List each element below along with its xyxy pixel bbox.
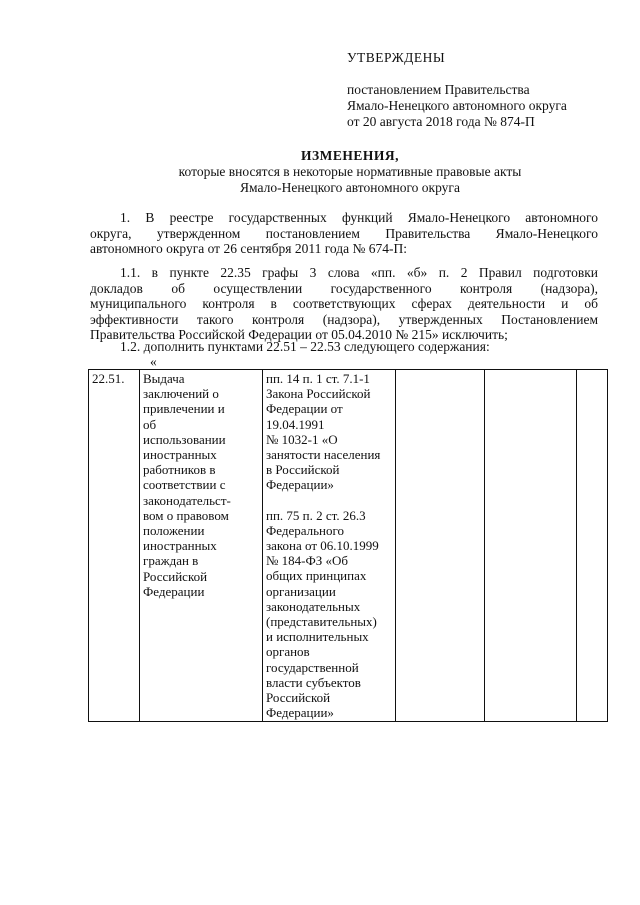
paragraph-1-2 xyxy=(90,339,598,355)
function-line: заключений о xyxy=(143,386,219,402)
function-line: соответствии с xyxy=(143,477,226,493)
cell-number: 22.51. xyxy=(89,370,140,722)
basis-line: закона от 06.10.1999 xyxy=(266,538,379,554)
paragraph-1-line-2: округа, утвержденном постановлением Правительства Ямало-Ненецкого xyxy=(90,225,598,241)
basis-line: в Российской xyxy=(266,462,340,478)
function-line: Российской xyxy=(143,568,208,584)
function-line: законодательст- xyxy=(143,492,231,508)
paragraph-1-line-1: 1. В реестре государственных функций Ямало-Ненецкого автономного xyxy=(120,210,598,225)
function-line: привлечении и xyxy=(143,401,225,417)
paragraph-1-line-3: автономного округа от 26 сентября 2011 года № 674-П: xyxy=(90,241,407,256)
basis-line: № 184-ФЗ «Об xyxy=(266,553,349,569)
basis-line: общих принципах xyxy=(266,568,367,584)
basis-line: Закона Российской xyxy=(266,386,371,402)
basis-line: Российской xyxy=(266,690,331,706)
basis-spacer xyxy=(266,493,392,508)
basis-line: Федерации» xyxy=(266,705,334,721)
basis-line: Федерального xyxy=(266,522,345,538)
cell-empty-4 xyxy=(396,370,485,722)
basis-line: № 1032-1 «О xyxy=(266,431,338,447)
function-line: работников в xyxy=(143,462,216,478)
basis-line: государственной xyxy=(266,659,359,675)
opening-quote-mark: « xyxy=(150,354,157,369)
basis-line: Федерации от xyxy=(266,401,343,417)
functions-table xyxy=(88,369,608,722)
paragraph-1-1-line-4: эффективности такого контроля (надзора), утвержденных Постановлением xyxy=(90,311,598,327)
basis-line: (представительных) xyxy=(266,614,377,630)
cell-empty-6 xyxy=(577,370,608,722)
basis-line: и исполнительных xyxy=(266,629,369,645)
function-line: иностранных xyxy=(143,447,217,463)
function-line: об xyxy=(143,416,157,432)
basis-line: органов xyxy=(266,644,310,660)
basis-line: пп. 14 п. 1 ст. 7.1-1 xyxy=(266,371,370,386)
basis-line: организации xyxy=(266,583,336,599)
function-line: положении xyxy=(143,523,205,539)
paragraph-1-1-line-2: докладов об осуществлении государственного контроля (надзора), xyxy=(90,280,598,296)
table-row xyxy=(89,370,608,722)
document-title: ИЗМЕНЕНИЯ, xyxy=(300,148,399,163)
document-subtitle-line-1: которые вносятся в некоторые нормативные правовые акты xyxy=(178,164,522,179)
approval-stamp xyxy=(347,50,567,130)
function-line: использовании xyxy=(143,431,226,447)
cell-function-name xyxy=(140,370,263,722)
paragraph-1-1-line-1: 1.1. в пункте 22.35 графы 3 слова «пп. «б» п. 2 Правил подготовки xyxy=(120,265,598,280)
basis-line: 19.04.1991 xyxy=(266,416,325,432)
function-line: Выдача xyxy=(143,371,185,386)
approval-line-3: от 20 августа 2018 года № 874-П xyxy=(347,114,535,129)
paragraph-1-1-line-3: муниципального контроля в соответствующих сферах деятельности и об xyxy=(90,296,598,311)
basis-line: законодательных xyxy=(266,598,361,614)
basis-line: власти субъектов xyxy=(266,674,361,690)
cell-legal-basis xyxy=(263,370,396,722)
function-line: Федерации xyxy=(143,583,205,599)
function-line: граждан в xyxy=(143,553,199,569)
approval-heading: УТВЕРЖДЕНЫ xyxy=(347,50,446,65)
paragraph-1-1 xyxy=(90,265,598,343)
paragraph-1 xyxy=(90,210,598,257)
cell-empty-5 xyxy=(485,370,577,722)
document-subtitle-line-2: Ямало-Ненецкого автономного округа xyxy=(240,180,460,195)
function-line: иностранных xyxy=(143,538,217,554)
basis-line: занятости населения xyxy=(266,447,381,463)
approval-line-1: постановлением Правительства xyxy=(347,82,530,97)
paragraph-1-2-line: 1.2. дополнить пунктами 22.51 – 22.53 следующего содержания: xyxy=(120,339,490,354)
function-line: вом о правовом xyxy=(143,507,229,523)
paragraph-1-1-line-5: Правительства Российской Федерации от 05.04.2010 № 215» исключить; xyxy=(90,327,508,342)
approval-line-2: Ямало-Ненецкого автономного округа xyxy=(347,98,567,113)
basis-line: Федерации» xyxy=(266,477,334,493)
basis-line: пп. 75 п. 2 ст. 26.3 xyxy=(266,507,366,523)
